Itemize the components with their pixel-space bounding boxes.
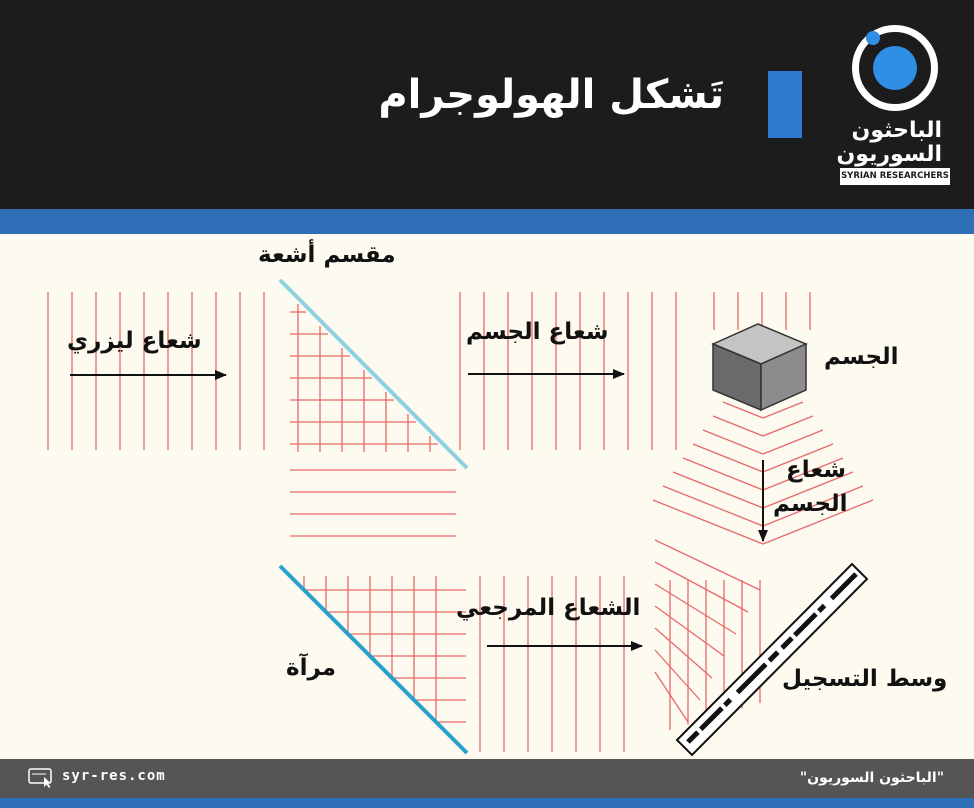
- web-cursor-icon: [28, 768, 54, 788]
- logo-english-text: SYRIAN RESEARCHERS: [840, 168, 950, 185]
- label-object-beam-side-1: شعاع: [786, 457, 846, 483]
- logo-text-line1: الباحثون: [851, 118, 942, 143]
- interference-line: [655, 672, 688, 722]
- site-url[interactable]: syr-res.com: [62, 768, 166, 784]
- object-chevron-line: [763, 430, 823, 454]
- label-object: الجسم: [824, 344, 899, 370]
- object-chevron-line: [663, 486, 763, 526]
- interference-line: [655, 540, 760, 590]
- label-mirror: مرآة: [286, 655, 337, 681]
- object-chevron-line: [763, 416, 813, 436]
- interference-line: [655, 562, 748, 612]
- beam-splitter: [280, 280, 467, 468]
- label-recording-medium: وسط التسجيل: [782, 666, 948, 692]
- interference-line: [655, 606, 724, 656]
- label-laser-beam: شعاع ليزري: [67, 328, 202, 354]
- interference-line: [655, 650, 700, 700]
- interference-line: [655, 628, 712, 678]
- footer-brand-name: "الباحثون السوريون": [799, 770, 944, 786]
- page-title: تَشكل الهولوجرام: [378, 72, 724, 118]
- label-object-beam-side-2: الجسم: [773, 491, 848, 517]
- object-chevron-line: [653, 500, 763, 544]
- object-chevron-line: [693, 444, 763, 472]
- object-chevron-line: [703, 430, 763, 454]
- label-object-beam: شعاع الجسم: [466, 319, 609, 345]
- object-cube: [713, 324, 806, 410]
- footer-band: [0, 798, 974, 808]
- logo-text-line2: السوريون: [836, 142, 942, 167]
- object-chevron-line: [673, 472, 763, 508]
- label-beam-splitter: مقسم أشعة: [258, 242, 396, 268]
- object-chevron-line: [683, 458, 763, 490]
- label-reference-beam: الشعاع المرجعي: [456, 595, 641, 621]
- object-chevron-line: [713, 416, 763, 436]
